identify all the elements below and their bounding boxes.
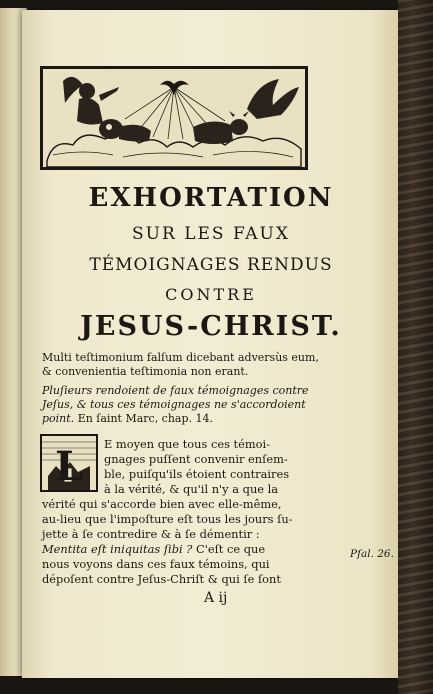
body-line-8 <box>42 542 265 556</box>
body-line-1: E moyen que tous ces témoi- <box>104 437 271 451</box>
body-line-6: au-lieu que l'impoſture eſt tous les jours ſu- <box>42 512 293 526</box>
body-line-9: nous voyons dans ces faux témoins, qui <box>42 557 270 571</box>
drop-cap-ornament <box>42 436 96 490</box>
title-line-3: TÉMOIGNAGES RENDUS <box>89 255 333 275</box>
drop-cap-letter: L <box>54 443 84 490</box>
body-line-8-rest: C'eſt ce que <box>192 542 266 556</box>
woodcut-headpiece <box>40 66 308 170</box>
title-line-2: SUR LES FAUX <box>132 224 290 244</box>
body-line-2: gnages puſſent convenir enſem- <box>104 452 288 466</box>
signature-mark: A ij <box>204 590 228 606</box>
french-quote-line-3 <box>42 412 213 426</box>
body-line-7: jette à ſe contredire & à ſe démentir : <box>42 527 260 541</box>
body-line-5: vérité qui s'accorde bien avec elle-même, <box>42 497 282 511</box>
body-line-4: à la vérité, & qu'il n'y a que la <box>104 482 279 496</box>
scripture-citation: En ſaint Marc, chap. 14. <box>77 412 214 425</box>
title-line-4: CONTRE <box>165 285 257 304</box>
mentita-quote: Mentita eſt iniquitas ſibi ? <box>42 542 193 556</box>
body-line-3: ble, puiſqu'ils étoient contraires <box>104 467 290 481</box>
latin-epigraph-line-1: Multi teſtimonium falſum dicebant adversùs eum, <box>42 351 319 364</box>
drop-cap <box>40 434 98 492</box>
title-line-1: EXHORTATION <box>88 183 334 213</box>
body-line-10: dépoſent contre Jeſus-Chriſt & qui ſe ſont <box>42 572 281 586</box>
book-binding <box>398 0 433 694</box>
marginal-note: Pſal. 26. <box>350 548 394 560</box>
title-line-5: JESUS-CHRIST. <box>80 311 342 342</box>
evangelist-symbols-illustration <box>43 69 305 167</box>
french-quote-line-1: Pluſieurs rendoient de faux témoignages contre <box>42 384 309 397</box>
french-quote-end: point. <box>42 412 75 425</box>
latin-epigraph-line-2: & convenientia teſtimonia non erant. <box>42 365 249 378</box>
french-quote-line-2: Jeſus, & tous ces témoignages ne s'accordoient <box>42 398 306 411</box>
